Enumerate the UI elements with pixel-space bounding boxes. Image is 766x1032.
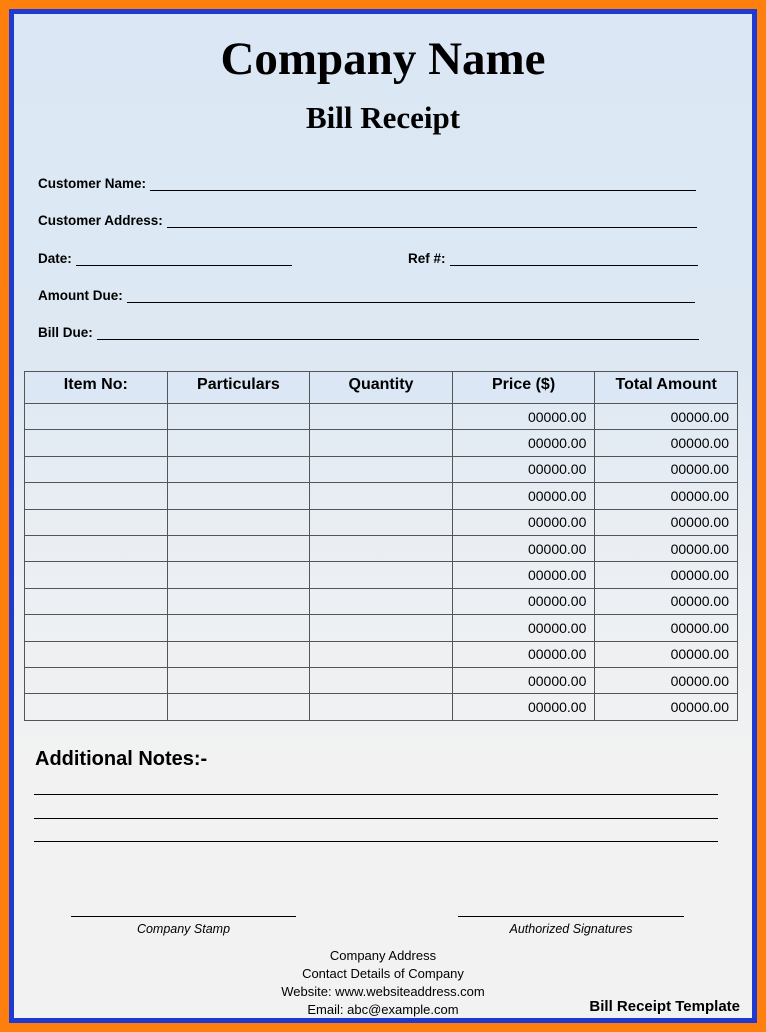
cell-quantity[interactable] bbox=[310, 509, 453, 535]
cell-price[interactable]: 00000.00 bbox=[452, 535, 595, 561]
cell-item-no[interactable] bbox=[25, 562, 168, 588]
bill-due-label: Bill Due: bbox=[38, 325, 93, 340]
cell-total-amount[interactable]: 00000.00 bbox=[595, 430, 738, 456]
cell-price[interactable]: 00000.00 bbox=[452, 641, 595, 667]
header-quantity: Quantity bbox=[310, 372, 453, 404]
date-label: Date: bbox=[38, 251, 72, 266]
cell-quantity[interactable] bbox=[310, 667, 453, 693]
customer-name-label: Customer Name: bbox=[38, 176, 147, 191]
customer-name-line[interactable] bbox=[150, 176, 696, 191]
cell-particulars[interactable] bbox=[167, 588, 310, 614]
notes-line-3[interactable] bbox=[34, 841, 718, 842]
cell-quantity[interactable] bbox=[310, 456, 453, 482]
cell-quantity[interactable] bbox=[310, 641, 453, 667]
notes-line-2[interactable] bbox=[34, 818, 718, 819]
header-total-amount: Total Amount bbox=[595, 372, 738, 404]
cell-item-no[interactable] bbox=[25, 456, 168, 482]
template-label: Bill Receipt Template bbox=[589, 998, 740, 1015]
items-table bbox=[24, 371, 738, 721]
footer-address: Company Address bbox=[329, 948, 437, 963]
cell-item-no[interactable] bbox=[25, 641, 168, 667]
table-row bbox=[25, 562, 738, 588]
table-row bbox=[25, 483, 738, 509]
company-stamp-line[interactable] bbox=[71, 916, 296, 917]
date-field bbox=[38, 251, 292, 266]
company-name: Company Name bbox=[220, 33, 546, 85]
cell-particulars[interactable] bbox=[167, 694, 310, 720]
company-stamp-label: Company Stamp bbox=[136, 922, 231, 936]
table-row bbox=[25, 456, 738, 482]
cell-total-amount[interactable]: 00000.00 bbox=[595, 483, 738, 509]
table-header-row bbox=[25, 372, 738, 404]
authorized-signature-line[interactable] bbox=[458, 916, 684, 917]
cell-quantity[interactable] bbox=[310, 615, 453, 641]
cell-particulars[interactable] bbox=[167, 456, 310, 482]
table-row bbox=[25, 615, 738, 641]
cell-particulars[interactable] bbox=[167, 641, 310, 667]
cell-item-no[interactable] bbox=[25, 694, 168, 720]
table-row bbox=[25, 694, 738, 720]
cell-price[interactable]: 00000.00 bbox=[452, 483, 595, 509]
ref-field bbox=[408, 251, 698, 266]
cell-particulars[interactable] bbox=[167, 404, 310, 430]
notes-line-1[interactable] bbox=[34, 794, 718, 795]
cell-quantity[interactable] bbox=[310, 562, 453, 588]
cell-item-no[interactable] bbox=[25, 430, 168, 456]
cell-particulars[interactable] bbox=[167, 509, 310, 535]
header-item-no: Item No: bbox=[25, 372, 168, 404]
customer-address-field bbox=[38, 213, 697, 228]
receipt-title: Bill Receipt bbox=[305, 100, 461, 135]
customer-address-line[interactable] bbox=[167, 213, 697, 228]
cell-price[interactable]: 00000.00 bbox=[452, 667, 595, 693]
cell-total-amount[interactable]: 00000.00 bbox=[595, 509, 738, 535]
cell-item-no[interactable] bbox=[25, 588, 168, 614]
cell-price[interactable]: 00000.00 bbox=[452, 509, 595, 535]
cell-total-amount[interactable]: 00000.00 bbox=[595, 641, 738, 667]
cell-particulars[interactable] bbox=[167, 562, 310, 588]
cell-total-amount[interactable]: 00000.00 bbox=[595, 535, 738, 561]
header-price: Price ($) bbox=[452, 372, 595, 404]
amount-due-field bbox=[38, 288, 695, 303]
cell-total-amount[interactable]: 00000.00 bbox=[595, 694, 738, 720]
cell-particulars[interactable] bbox=[167, 615, 310, 641]
table-row bbox=[25, 404, 738, 430]
cell-total-amount[interactable]: 00000.00 bbox=[595, 667, 738, 693]
cell-quantity[interactable] bbox=[310, 535, 453, 561]
bill-due-field bbox=[38, 325, 699, 340]
cell-total-amount[interactable]: 00000.00 bbox=[595, 562, 738, 588]
cell-particulars[interactable] bbox=[167, 483, 310, 509]
cell-particulars[interactable] bbox=[167, 430, 310, 456]
cell-item-no[interactable] bbox=[25, 667, 168, 693]
footer-contact: Contact Details of Company bbox=[302, 966, 464, 981]
authorized-signature-label: Authorized Signatures bbox=[509, 922, 633, 936]
table-row bbox=[25, 509, 738, 535]
cell-quantity[interactable] bbox=[310, 588, 453, 614]
date-line[interactable] bbox=[76, 251, 292, 266]
cell-price[interactable]: 00000.00 bbox=[452, 588, 595, 614]
table-row bbox=[25, 588, 738, 614]
table-row bbox=[25, 641, 738, 667]
customer-name-field bbox=[38, 176, 696, 191]
cell-price[interactable]: 00000.00 bbox=[452, 456, 595, 482]
table-row bbox=[25, 535, 738, 561]
cell-item-no[interactable] bbox=[25, 404, 168, 430]
header-particulars: Particulars bbox=[167, 372, 310, 404]
table-row bbox=[25, 430, 738, 456]
cell-price[interactable]: 00000.00 bbox=[452, 694, 595, 720]
cell-particulars[interactable] bbox=[167, 667, 310, 693]
cell-item-no[interactable] bbox=[25, 483, 168, 509]
cell-quantity[interactable] bbox=[310, 404, 453, 430]
cell-item-no[interactable] bbox=[25, 615, 168, 641]
amount-due-line[interactable] bbox=[127, 288, 695, 303]
ref-label: Ref #: bbox=[408, 251, 446, 266]
table-row bbox=[25, 667, 738, 693]
items-body bbox=[25, 404, 738, 721]
customer-address-label: Customer Address: bbox=[38, 213, 163, 228]
cell-price[interactable]: 00000.00 bbox=[452, 615, 595, 641]
cell-total-amount[interactable]: 00000.00 bbox=[595, 456, 738, 482]
footer-website: Website: www.websiteaddress.com bbox=[281, 984, 485, 999]
ref-line[interactable] bbox=[450, 251, 698, 266]
cell-item-no[interactable] bbox=[25, 535, 168, 561]
cell-price[interactable]: 00000.00 bbox=[452, 562, 595, 588]
amount-due-label: Amount Due: bbox=[38, 288, 123, 303]
cell-item-no[interactable] bbox=[25, 509, 168, 535]
cell-total-amount[interactable]: 00000.00 bbox=[595, 588, 738, 614]
cell-total-amount[interactable]: 00000.00 bbox=[595, 615, 738, 641]
cell-quantity[interactable] bbox=[310, 483, 453, 509]
cell-particulars[interactable] bbox=[167, 535, 310, 561]
cell-quantity[interactable] bbox=[310, 430, 453, 456]
receipt-page bbox=[14, 14, 752, 1018]
cell-price[interactable]: 00000.00 bbox=[452, 430, 595, 456]
cell-price[interactable]: 00000.00 bbox=[452, 404, 595, 430]
footer-email: Email: abc@example.com bbox=[307, 1002, 459, 1017]
cell-quantity[interactable] bbox=[310, 694, 453, 720]
additional-notes-title: Additional Notes:- bbox=[35, 748, 208, 770]
cell-total-amount[interactable]: 00000.00 bbox=[595, 404, 738, 430]
bill-due-line[interactable] bbox=[97, 325, 699, 340]
